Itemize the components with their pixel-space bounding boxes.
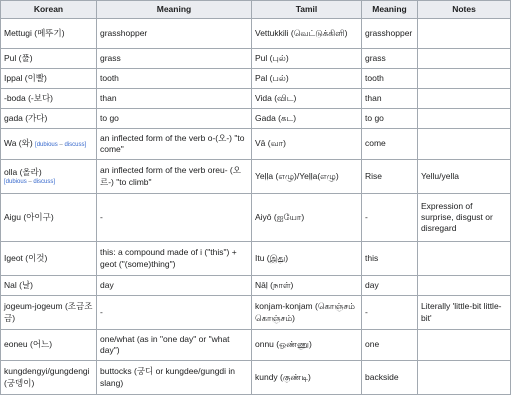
korean-text: olla (올라): [4, 167, 42, 178]
cell-korean: kungdengyi/gungdengi (궁뎅이): [1, 361, 97, 395]
cell-meaning: this: a compound made of i ("this") + geot ("(some)thing"): [97, 242, 252, 276]
cell-meaning: buttocks (궁디 or kungdee/gungdi in slang): [97, 361, 252, 395]
table-row: [1, 109, 511, 129]
cell-tamil-meaning: this: [362, 242, 418, 276]
korean-text: Wa (와): [4, 138, 33, 149]
cell-notes: [418, 129, 511, 160]
header-meaning[interactable]: Meaning: [97, 1, 252, 19]
cell-tamil-meaning: to go: [362, 109, 418, 129]
cell-meaning: grasshopper: [97, 19, 252, 49]
cell-tamil: kundy (குண்டி): [252, 361, 362, 395]
header-tamil[interactable]: Tamil: [252, 1, 362, 19]
cell-notes: Expression of surprise, disgust or disregard: [418, 194, 511, 242]
cell-notes: [418, 69, 511, 89]
tag-separator: –: [28, 178, 32, 185]
cell-tamil-meaning: than: [362, 89, 418, 109]
cell-meaning: -: [97, 296, 252, 330]
dubious-link[interactable]: dubious: [36, 142, 58, 149]
cell-tamil: Itu (இது): [252, 242, 362, 276]
discuss-link[interactable]: discuss: [64, 142, 85, 149]
cell-korean: jogeum-jogeum (조금조금): [1, 296, 97, 330]
cell-notes: [418, 109, 511, 129]
cell-tamil-meaning: Rise: [362, 160, 418, 194]
cell-tamil-meaning: grass: [362, 49, 418, 69]
cell-tamil-meaning: -: [362, 194, 418, 242]
cell-korean: Ippal (이빨): [1, 69, 97, 89]
table-row: [1, 242, 511, 276]
cell-tamil: konjam-konjam (கொஞ்சம் கொஞ்சம்): [252, 296, 362, 330]
header-notes[interactable]: Notes: [418, 1, 511, 19]
cell-meaning: an inflected form of the verb o-(오-) "to come": [97, 129, 252, 160]
cell-korean: -boda (-보다): [1, 89, 97, 109]
cell-notes: [418, 330, 511, 361]
cell-tamil: onnu (ஒண்ணு): [252, 330, 362, 361]
cell-korean: Pul (풀): [1, 49, 97, 69]
cell-korean: [1, 129, 97, 160]
cell-meaning: grass: [97, 49, 252, 69]
cell-notes: [418, 19, 511, 49]
cell-korean: Igeot (이것): [1, 242, 97, 276]
cell-meaning: an inflected form of the verb oreu- (오르-) "to climb": [97, 160, 252, 194]
cell-tamil: Yeḷḷa (எழு)/Yeḷḷa(எழு): [252, 160, 362, 194]
cell-tamil: Vida (விட): [252, 89, 362, 109]
dubious-tag: [dubious – discuss]: [4, 178, 56, 185]
cell-tamil-meaning: tooth: [362, 69, 418, 89]
cell-meaning: to go: [97, 109, 252, 129]
cell-tamil-meaning: day: [362, 276, 418, 296]
cell-korean: eoneu (어느): [1, 330, 97, 361]
table-row: [1, 69, 511, 89]
cell-korean: Aigu (아이구): [1, 194, 97, 242]
cell-tamil-meaning: one: [362, 330, 418, 361]
table-row: [1, 129, 511, 160]
cell-notes: [418, 49, 511, 69]
cell-korean: Mettugi (메뚜기): [1, 19, 97, 49]
cell-tamil-meaning: -: [362, 296, 418, 330]
cell-tamil: Vettukkili (வெட்டுக்கிளி): [252, 19, 362, 49]
table-row: [1, 49, 511, 69]
cell-tamil: Nāḷ (நாள்): [252, 276, 362, 296]
table-row: [1, 194, 511, 242]
cell-meaning: -: [97, 194, 252, 242]
table-row: [1, 89, 511, 109]
cell-korean: gada (가다): [1, 109, 97, 129]
table-row: [1, 296, 511, 330]
table-row: [1, 19, 511, 49]
cell-korean: [1, 160, 97, 194]
dubious-tag: [dubious – discuss]: [35, 142, 87, 149]
cell-tamil: Gada (கட): [252, 109, 362, 129]
cell-notes: [418, 361, 511, 395]
cell-tamil-meaning: come: [362, 129, 418, 160]
header-row: [1, 1, 511, 19]
table-row: [1, 160, 511, 194]
table-row: [1, 361, 511, 395]
tag-separator: –: [59, 142, 63, 149]
cell-notes: Yellu/yella: [418, 160, 511, 194]
cell-meaning: tooth: [97, 69, 252, 89]
cell-tamil-meaning: backside: [362, 361, 418, 395]
cell-notes: [418, 242, 511, 276]
cell-tamil: Pal (பல்): [252, 69, 362, 89]
header-korean[interactable]: Korean: [1, 1, 97, 19]
table-row: [1, 330, 511, 361]
cell-tamil: Aiyō (ஐயோ): [252, 194, 362, 242]
cell-meaning: than: [97, 89, 252, 109]
header-tamil-meaning[interactable]: Meaning: [362, 1, 418, 19]
cell-meaning: one/what (as in "one day" or "what day"): [97, 330, 252, 361]
discuss-link[interactable]: discuss: [33, 178, 54, 185]
cell-notes: [418, 276, 511, 296]
cell-tamil: Vā (வா): [252, 129, 362, 160]
dubious-link[interactable]: dubious: [5, 178, 27, 185]
cell-meaning: day: [97, 276, 252, 296]
cell-notes: [418, 89, 511, 109]
cell-tamil: Pul (புல்): [252, 49, 362, 69]
cell-tamil-meaning: grasshopper: [362, 19, 418, 49]
cell-notes: Literally 'little-bit little-bit': [418, 296, 511, 330]
table-row: [1, 276, 511, 296]
cell-korean: Nal (날): [1, 276, 97, 296]
